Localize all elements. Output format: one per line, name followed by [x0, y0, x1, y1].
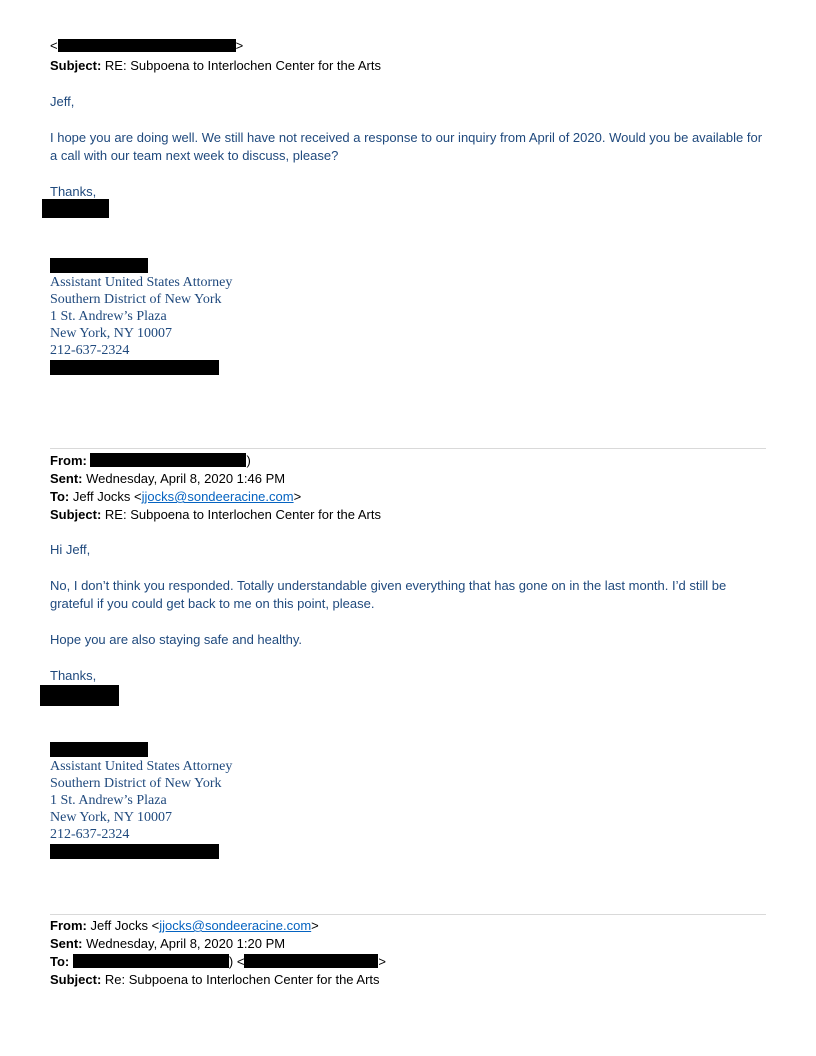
signature-address: 1 St. Andrew’s Plaza: [50, 793, 167, 808]
from-line: From: Jeff Jocks <jjocks@sondeeracine.com>: [50, 918, 319, 933]
signoff: Thanks,: [50, 668, 97, 683]
signature-address: 1 St. Andrew’s Plaza: [50, 309, 167, 324]
signature-city: New York, NY 10007: [50, 326, 172, 341]
signature-city: New York, NY 10007: [50, 810, 172, 825]
redaction-bar: [58, 39, 236, 52]
email-link[interactable]: jjocks@sondeeracine.com: [141, 489, 294, 504]
redaction-bar: [40, 685, 119, 706]
subject-line: Subject: RE: Subpoena to Interlochen Center for the Arts: [50, 58, 381, 73]
sent-line: Sent: Wednesday, April 8, 2020 1:46 PM: [50, 471, 286, 486]
redaction-bar: [50, 360, 219, 375]
redaction-bar: [50, 258, 148, 273]
signoff: Thanks,: [50, 184, 97, 199]
to-line: To: Jeff Jocks <jjocks@sondeeracine.com>: [50, 489, 302, 504]
subject-line: Subject: Re: Subpoena to Interlochen Center for the Arts: [50, 972, 380, 987]
subject-line: Subject: RE: Subpoena to Interlochen Center for the Arts: [50, 507, 381, 522]
signature-phone: 212-637-2324: [50, 343, 130, 358]
signature-title: Assistant United States Attorney: [50, 759, 233, 774]
to-line: < >: [50, 38, 244, 53]
divider: [50, 448, 766, 449]
message-body: I hope you are doing well. We still have not received a response to our inquiry from April of 2020. Would you be available for a call with our team next week to discuss, please?: [50, 130, 763, 163]
signature-office: Southern District of New York: [50, 776, 222, 791]
signature-phone: 212-637-2324: [50, 827, 130, 842]
message-body: No, I don’t think you responded. Totally understandable given everything that has gone on in the last month. I’d still be grateful if you could get back to me on this point, please.: [50, 578, 727, 611]
signature-office: Southern District of New York: [50, 292, 222, 307]
greeting: Hi Jeff,: [50, 542, 91, 557]
greeting: Jeff,: [50, 94, 75, 109]
sent-line: Sent: Wednesday, April 8, 2020 1:20 PM: [50, 936, 286, 951]
redaction-bar: [90, 453, 246, 467]
redaction-bar: [73, 954, 229, 968]
redaction-bar: [50, 844, 219, 859]
signature-title: Assistant United States Attorney: [50, 275, 233, 290]
redaction-bar: [42, 199, 109, 218]
from-line: From: ): [50, 453, 251, 468]
redaction-bar: [50, 742, 148, 757]
divider: [50, 914, 766, 915]
to-line: To: ) < >: [50, 954, 387, 969]
redaction-bar: [244, 954, 378, 968]
message-body: Hope you are also staying safe and healthy.: [50, 632, 302, 647]
email-link[interactable]: jjocks@sondeeracine.com: [159, 918, 312, 933]
